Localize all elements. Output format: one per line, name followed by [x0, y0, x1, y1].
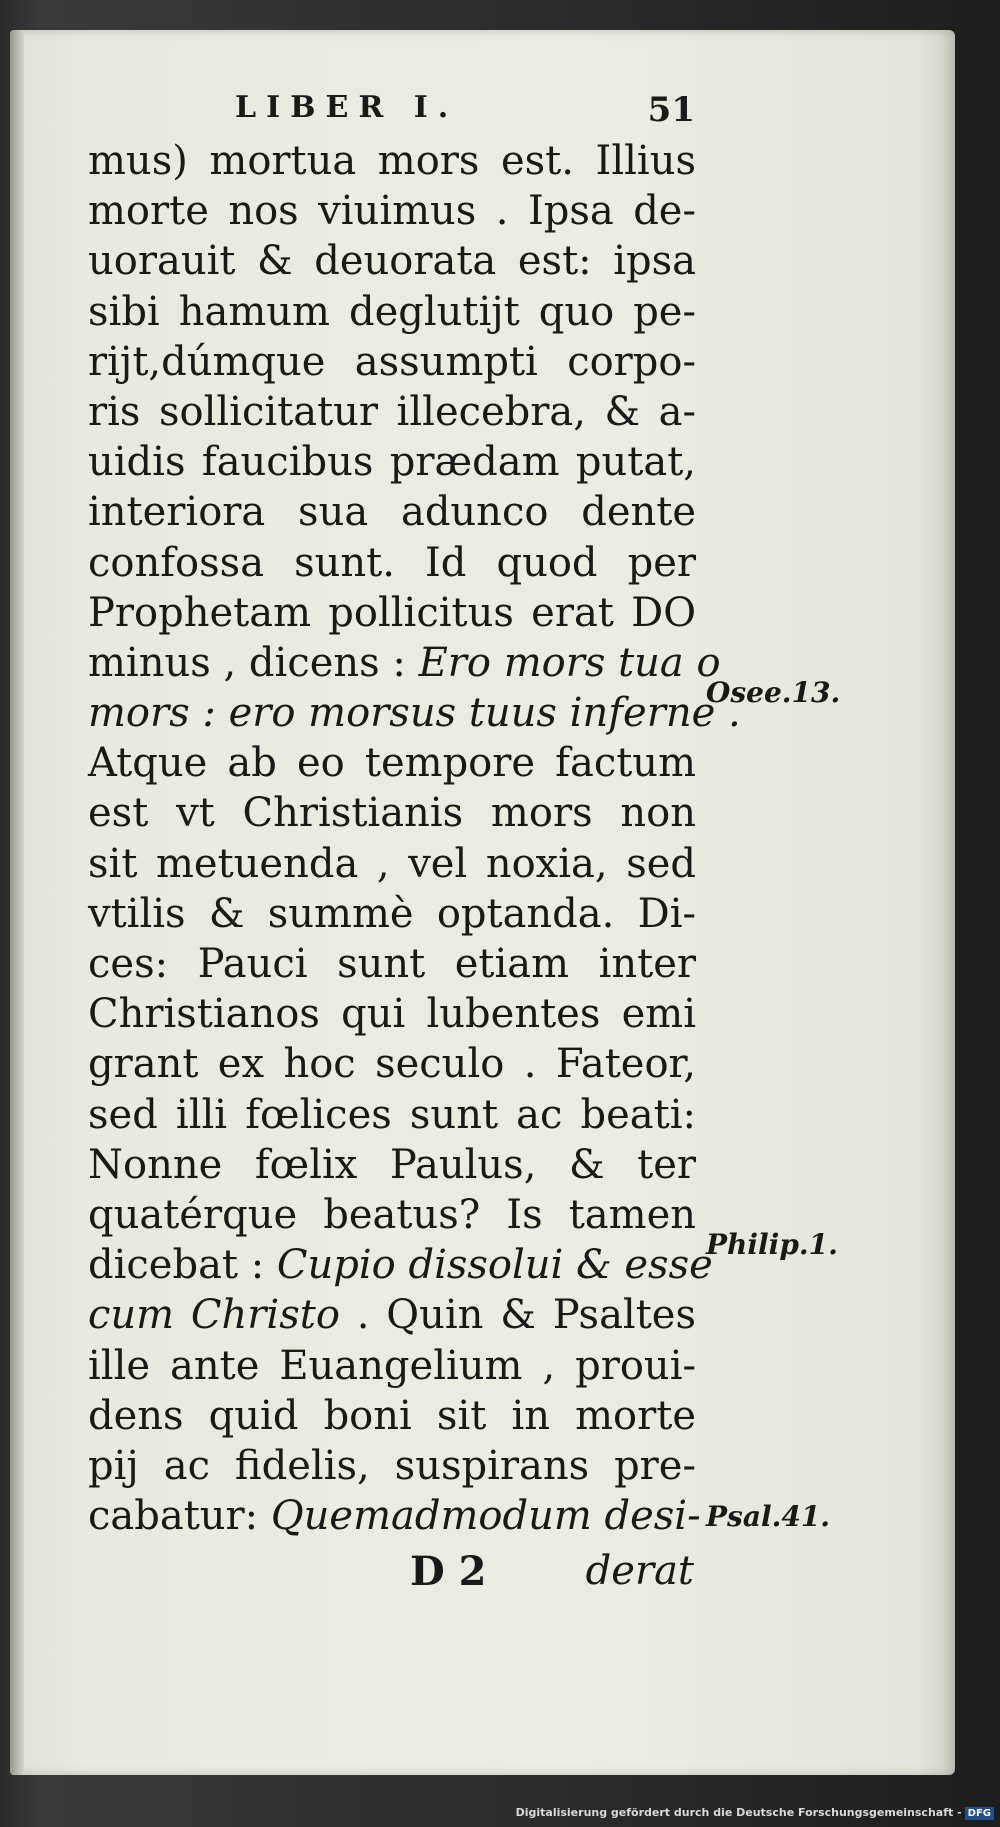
italic-quote: cum Christo — [88, 1292, 340, 1339]
text-span: interiora sua adunco dente — [88, 489, 696, 536]
text-line — [88, 487, 696, 537]
text-line — [88, 939, 696, 989]
italic-quote: Quemadmodum desi- — [270, 1493, 701, 1540]
text-span: sit metuenda , vel noxia, sed — [88, 840, 696, 887]
text-span: morte nos viuimus . Ipsa de- — [88, 188, 696, 235]
text-span: ces: Pauci sunt etiam inter — [88, 941, 696, 987]
text-line — [88, 1441, 696, 1491]
text-line — [88, 638, 721, 688]
page-header — [235, 90, 695, 130]
text-span: . Quin & Psaltes — [339, 1292, 696, 1339]
text-span: vtilis & summè optanda. Di- — [88, 890, 696, 937]
text-span: dens quid boni sit in morte — [88, 1392, 696, 1439]
margin-note-philip: Philip.1. — [706, 1228, 838, 1261]
text-line — [88, 1090, 696, 1140]
text-span: Atque ab eo tempore factum — [88, 740, 696, 787]
text-line — [88, 688, 741, 738]
text-line — [88, 1290, 696, 1340]
text-line — [88, 1039, 696, 1089]
text-line — [88, 538, 696, 588]
text-span: sed illi fœlices sunt ac beati: — [88, 1091, 696, 1138]
catchword: derat — [585, 1548, 694, 1594]
page-gutter-edge — [10, 30, 24, 1775]
text-span: pij ac fidelis, suspirans pre- — [88, 1442, 696, 1489]
text-line — [88, 437, 696, 487]
text-span: ris sollicitatur illecebra, & a- — [88, 388, 696, 435]
text-span: grant ex hoc seculo . Fateor, — [88, 1041, 696, 1088]
body-text — [88, 136, 741, 1541]
text-line — [88, 1240, 713, 1290]
text-span: sibi hamum deglutijt quo pe- — [88, 288, 696, 335]
text-line — [88, 1140, 696, 1190]
text-span: confossa sunt. Id quod per — [88, 539, 696, 586]
text-span: Christianos qui lubentes emi — [88, 991, 696, 1038]
text-span: Prophetam pollicitus erat DO — [88, 589, 696, 636]
text-span: quatérque beatus? Is tamen — [88, 1191, 696, 1238]
text-line — [88, 1491, 701, 1541]
text-span: uorauit & deuorata est: ipsa — [88, 238, 696, 285]
text-line — [88, 1391, 696, 1441]
page-number: 51 — [647, 90, 695, 130]
text-line — [88, 287, 696, 337]
dfg-logo: DFG — [965, 1807, 994, 1820]
text-span: est vt Christianis mors non — [88, 790, 696, 837]
text-line — [88, 1341, 696, 1391]
text-span: cabatur: — [88, 1493, 271, 1540]
italic-quote: mors : ero morsus tuus inferne . — [88, 690, 741, 737]
text-span: Nonne fœlix Paulus, & ter — [88, 1141, 696, 1188]
text-line — [88, 387, 696, 437]
text-line — [88, 236, 696, 286]
text-line — [88, 588, 696, 638]
text-line — [88, 738, 696, 788]
text-span: dicebat : — [88, 1242, 277, 1289]
text-line — [88, 889, 696, 939]
credit-text: Digitalisierung gefördert durch die Deutsche Forschungsgemeinschaft - — [515, 1806, 962, 1819]
margin-note-osee: Osee.13. — [706, 676, 841, 709]
digitization-credit — [516, 1806, 994, 1820]
italic-quote: Ero mors tua o — [418, 639, 721, 686]
signature-mark: D 2 — [410, 1548, 487, 1595]
text-span: mus) mortua mors est. Illius — [88, 138, 696, 184]
text-line — [88, 337, 696, 387]
margin-note-psal: Psal.41. — [706, 1500, 831, 1533]
text-span: rijt,dúmque assumpti corpo- — [88, 338, 696, 385]
text-span: uidis faucibus prædam putat, — [88, 439, 696, 486]
text-line — [88, 1190, 696, 1240]
text-line — [88, 186, 696, 236]
text-span: minus , dicens : — [88, 639, 419, 686]
catchline — [88, 1548, 696, 1598]
italic-quote: Cupio dissolui & esse — [276, 1242, 713, 1289]
text-span: ille ante Euangelium , proui- — [88, 1342, 696, 1389]
text-line — [88, 788, 696, 838]
text-line — [88, 839, 696, 889]
text-line — [88, 136, 696, 186]
running-head: LIBER I. — [235, 90, 459, 125]
text-line — [88, 989, 696, 1039]
